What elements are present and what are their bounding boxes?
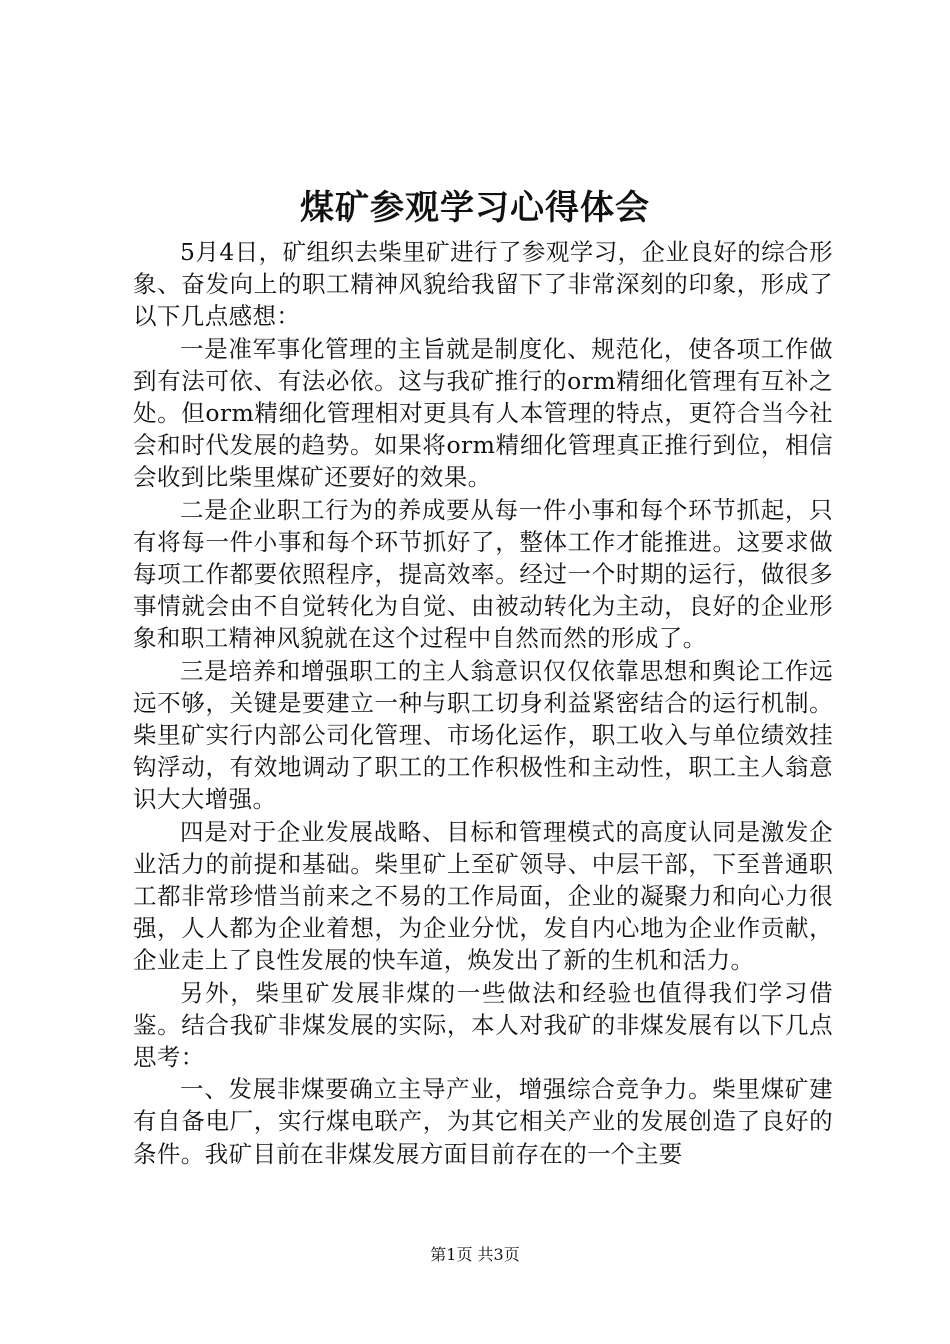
- page-number-footer: 第1页 共3页: [430, 1245, 520, 1264]
- paragraph-point-1: 一是准军事化管理的主旨就是制度化、规范化，使各项工作做到有法可依、有法必依。这与我矿推行的orm精细化管理有互补之处。但orm精细化管理相对更具有人本管理的特点，更符合当今社会和时代发展的趋势。如果将orm精细化管理真正推行到位，相信会收到比柴里煤矿还要好的效果。: [133, 334, 833, 492]
- paragraph-point-2: 二是企业职工行为的养成要从每一件小事和每个环节抓起，只有将每一件小事和每个环节抓好了，整体工作才能推进。这要求做每项工作都要依照程序，提高效率。经过一个时期的运行，做很多事情就会由不自觉转化为自觉、由被动转化为主动，良好的企业形象和职工精神风貌就在这个过程中自然而然的形成了。: [133, 495, 833, 653]
- paragraph-point-4: 四是对于企业发展战略、目标和管理模式的高度认同是激发企业活力的前提和基础。柴里矿上至矿领导、中层干部，下至普通职工都非常珍惜当前来之不易的工作局面，企业的凝聚力和向心力很强，人人都为企业着想，为企业分忧，发自内心地为企业作贡献，企业走上了良性发展的快车道，焕发出了新的生机和活力。: [133, 817, 833, 975]
- paragraph-point-3: 三是培养和增强职工的主人翁意识仅仅依靠思想和舆论工作远远不够，关键是要建立一种与职工切身利益紧密结合的运行机制。柴里矿实行内部公司化管理、市场化运作，职工收入与单位绩效挂钩浮动，有效地调动了职工的工作积极性和主动性，职工主人翁意识大大增强。: [133, 656, 833, 814]
- document-body: [133, 236, 833, 1170]
- paragraph-nonCoal-1: 一、发展非煤要确立主导产业，增强综合竞争力。柴里煤矿建有自备电厂，实行煤电联产，为其它相关产业的发展创造了良好的条件。我矿目前在非煤发展方面目前存在的一个主要: [133, 1075, 833, 1168]
- document-title: 煤矿参观学习心得体会: [300, 188, 650, 228]
- paragraph-additional: 另外，柴里矿发展非煤的一些做法和经验也值得我们学习借鉴。结合我矿非煤发展的实际，本人对我矿的非煤发展有以下几点思考：: [133, 978, 833, 1072]
- paragraph-intro: 5月4日，矿组织去柴里矿进行了参观学习，企业良好的综合形象、奋发向上的职工精神风貌给我留下了非常深刻的印象，形成了以下几点感想：: [133, 238, 833, 331]
